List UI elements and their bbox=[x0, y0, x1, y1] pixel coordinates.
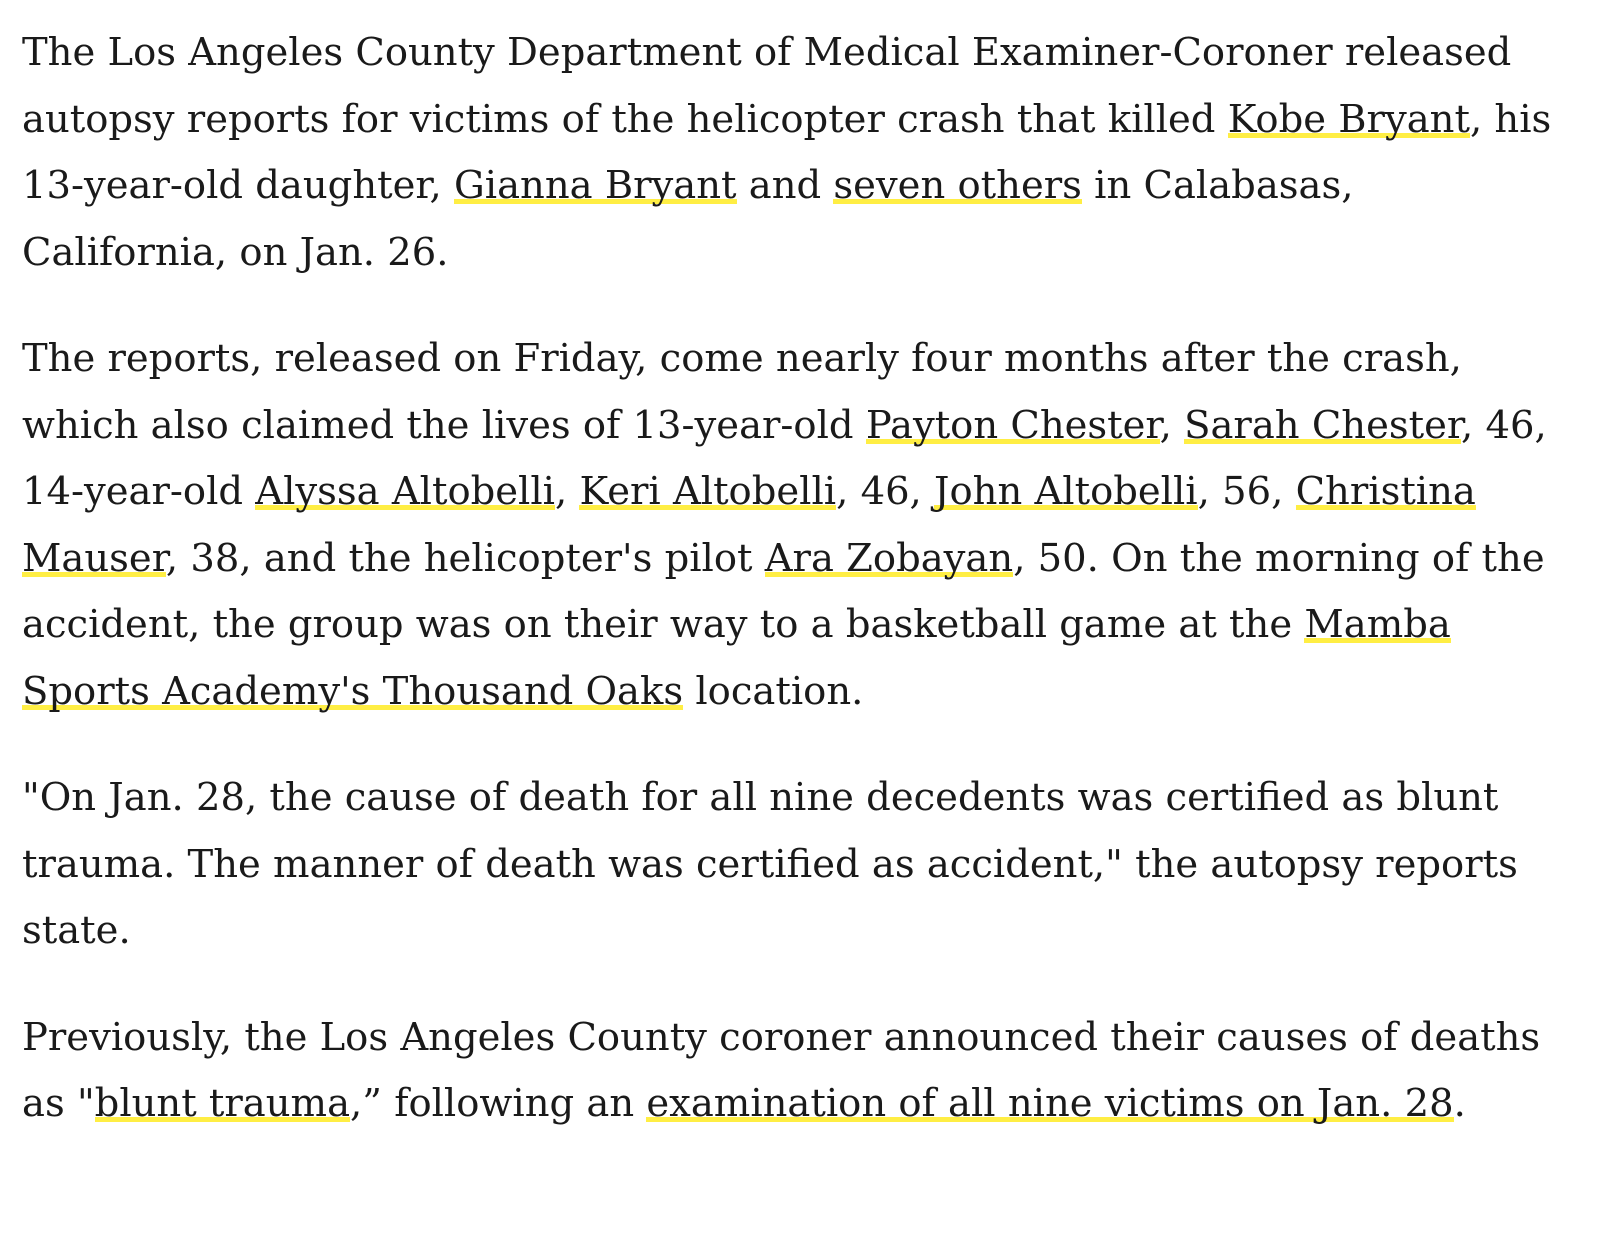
link-keri-altobelli[interactable]: Keri Altobelli bbox=[579, 469, 837, 514]
text-span: , his 13-year-old daughter, bbox=[22, 96, 1552, 208]
link-blunt-trauma[interactable]: blunt trauma bbox=[94, 1081, 351, 1126]
text-span: , 46, bbox=[836, 469, 935, 514]
link-ara-zobayan[interactable]: Ara Zobayan bbox=[764, 535, 1014, 581]
paragraph-1 bbox=[22, 20, 1562, 286]
text-span: "On Jan. 28, the cause of death for all nine decedents was certified as blunt trauma. The manner of death was certified as accident," the autopsy reports state. bbox=[22, 775, 1518, 953]
text-span: , bbox=[555, 469, 580, 514]
link-gianna-bryant[interactable]: Gianna Bryant bbox=[454, 163, 737, 208]
link-kobe-bryant[interactable]: Kobe Bryant bbox=[1227, 96, 1470, 142]
text-span: , 56, bbox=[1197, 469, 1296, 514]
text-span: location. bbox=[683, 668, 864, 714]
text-span: Previously, the Los Angeles County coroner announced their causes of deaths as " bbox=[22, 1014, 1541, 1126]
text-span: in Calabasas, California, on Jan. 26. bbox=[22, 163, 1354, 275]
text-span: and bbox=[736, 163, 834, 208]
text-span: , 46, 14-year-old bbox=[22, 402, 1547, 514]
link-sarah-chester[interactable]: Sarah Chester bbox=[1184, 402, 1462, 448]
link-payton-chester[interactable]: Payton Chester bbox=[865, 402, 1160, 448]
link-examination-of-victims[interactable]: examination of all nine victims on Jan. 28 bbox=[646, 1081, 1454, 1126]
link-seven-others[interactable]: seven others bbox=[833, 163, 1082, 208]
text-span: , bbox=[1159, 402, 1185, 448]
paragraph-4 bbox=[22, 1005, 1562, 1138]
link-mamba-sports-academy[interactable]: Mamba Sports Academy's Thousand Oaks bbox=[22, 602, 1451, 714]
text-span: , 50. On the morning of the accident, the group was on their way to a basketball game at the bbox=[22, 535, 1545, 647]
paragraph-3 bbox=[22, 765, 1562, 965]
text-span: The Los Angeles County Department of Medical Examiner-Coroner released autopsy reports for victims of the helicopter crash that killed bbox=[22, 30, 1512, 142]
link-john-altobelli[interactable]: John Altobelli bbox=[934, 469, 1198, 514]
link-alyssa-altobelli[interactable]: Alyssa Altobelli bbox=[255, 469, 555, 514]
text-span: , 38, and the helicopter's pilot bbox=[165, 535, 765, 581]
text-span: The reports, released on Friday, come nearly four months after the crash, which also claimed the lives of 13-year-old bbox=[22, 336, 1462, 448]
paragraph-2 bbox=[22, 326, 1562, 725]
text-span: ,” following an bbox=[350, 1081, 647, 1126]
text-span: . bbox=[1453, 1081, 1466, 1126]
link-christina-mauser[interactable]: Christina Mauser bbox=[22, 469, 1476, 581]
